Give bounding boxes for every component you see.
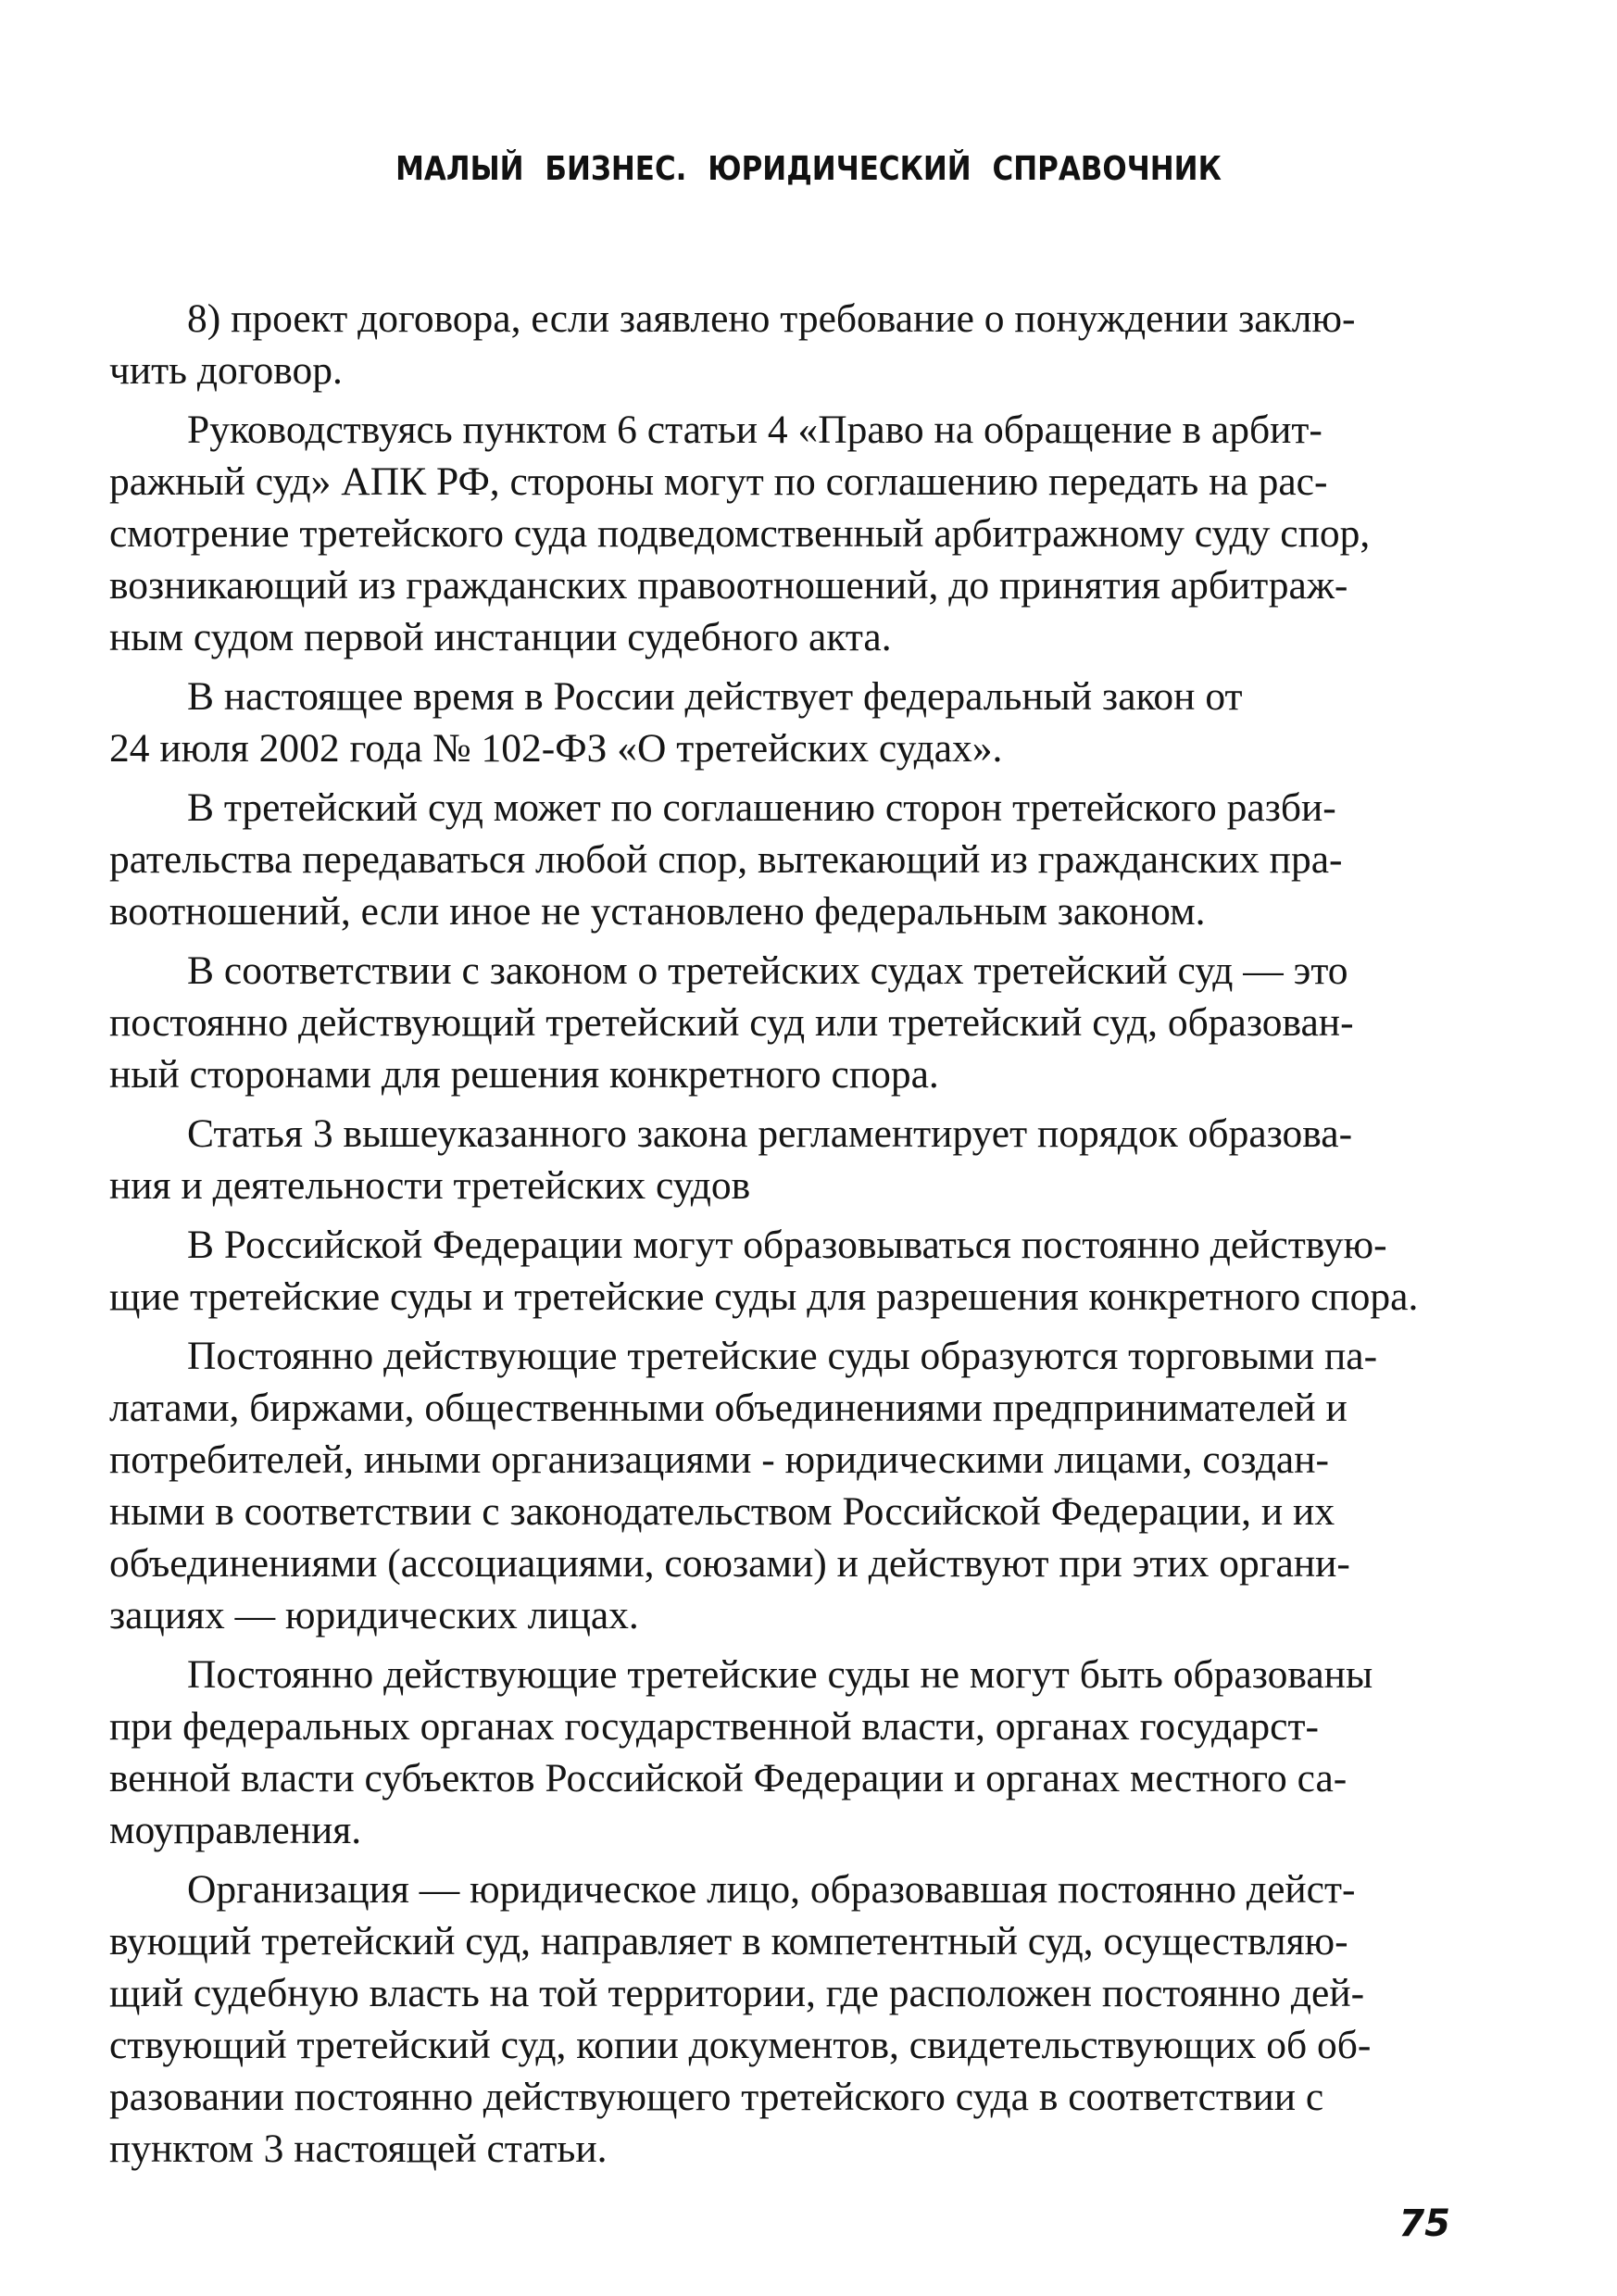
running-header: МАЛЫЙ БИЗНЕС. ЮРИДИЧЕСКИЙ СПРАВОЧНИК xyxy=(395,150,1222,188)
body-text xyxy=(109,293,1450,2182)
paragraph-7: В Российской Федерации могут образовываться постоянно действую- щие третейские суды и третейские суды для разрешения конкретного спора. xyxy=(109,1223,1419,1319)
page-number: 75 xyxy=(1398,2202,1450,2245)
paragraph-9: Постоянно действующие третейские суды не могут быть образованы при федеральных органах государственной власти, органах государст- венной власти субъектов Российской Федерации и органах местного са- моуправления. xyxy=(109,1652,1373,1852)
paragraph-6: Статья 3 вышеуказанного закона регламентирует порядок образова- ния и деятельности третейских судов xyxy=(109,1111,1353,1208)
paragraph-10: Организация — юридическое лицо, образовавшая постоянно дейст- вующий третейский суд, направляет в компетентный суд, осуществляю- щий судебную власть на той территории, где расположен постоянно дей- ствующий третейский суд, копии документов, свидетельствующих об об- разовании постоянно действующего третейского суда в соответствии с пунктом 3 настоящей статьи. xyxy=(109,1867,1372,2171)
paragraph-4: В третейский суд может по соглашению сторон третейского разби- рательства передаваться любой спор, вытекающий из гражданских пра- воотношений, если иное не установлено федеральным законом. xyxy=(109,785,1343,934)
paragraph-1: 8) проект договора, если заявлено требование о понуждении заклю- чить договор. xyxy=(109,296,1356,393)
paragraph-2: Руководствуясь пунктом 6 статьи 4 «Право на обращение в арбит- ражный суд» АПК РФ, стороны могут по соглашению передать на рас- смотрение третейского суда подведомственный арбитражному суду спор, возникающий из гражданских правоотношений, до принятия арбитраж- ным судом первой инстанции судебного акта. xyxy=(109,408,1371,659)
paragraph-5: В соответствии с законом о третейских судах третейский суд — это постоянно действующий третейский суд или третейский суд, образован- ный сторонами для решения конкретного спора. xyxy=(109,948,1354,1097)
paragraph-8: Постоянно действующие третейские суды образуются торговыми па- латами, биржами, общественными объединениями предпринимателей и потребителей, иными организациями - юридическими лицами, создан- ными в соответствии с законодательством Российской Федерации, и их объединениями (ассоциациями, союзами) и действуют при этих органи- зациях — юридических лицах. xyxy=(109,1334,1378,1637)
paragraph-3: В настоящее время в России действует федеральный закон от 24 июля 2002 года № 102-ФЗ «О третейских судах». xyxy=(109,674,1243,771)
